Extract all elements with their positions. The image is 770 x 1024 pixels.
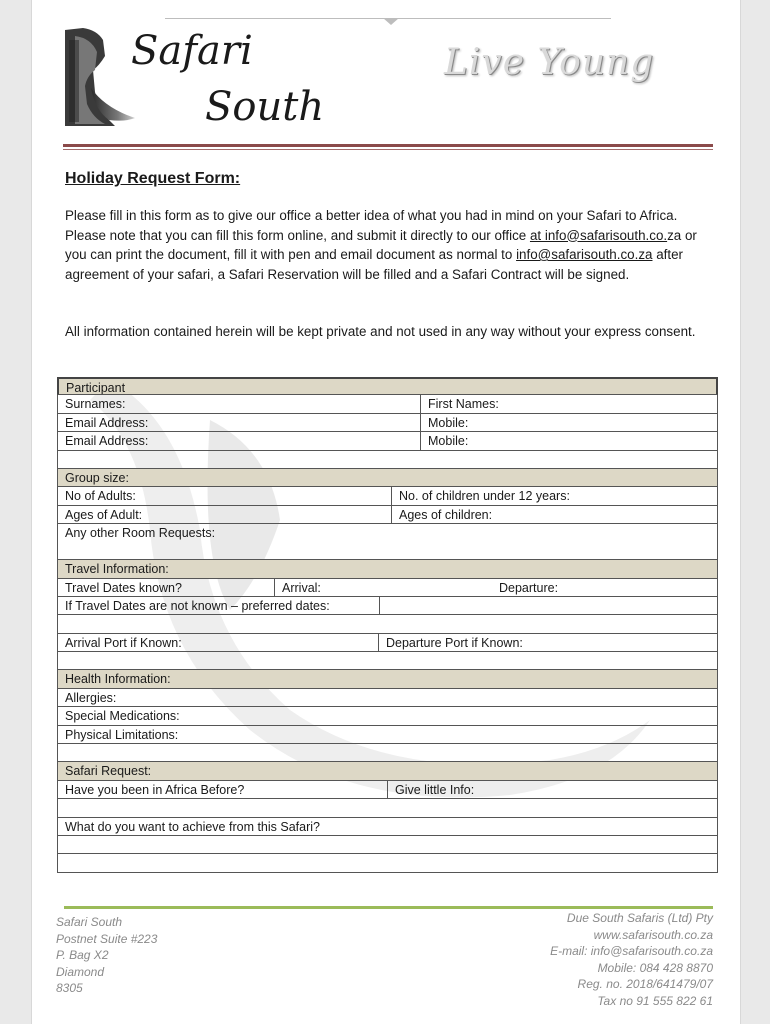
email-address-field-2[interactable]: Email Address: — [65, 434, 149, 449]
physical-limitations-field[interactable]: Physical Limitations: — [65, 727, 179, 742]
section-group-size — [57, 469, 718, 487]
form-title: Holiday Request Form: — [65, 170, 241, 187]
travel-dates-known-field[interactable]: Travel Dates known? — [65, 580, 182, 595]
header-rule-thin — [63, 149, 713, 150]
footer-company-details — [550, 910, 713, 1009]
intro-text-c: after agreement of your safari, a Safari Reservation will be filled and a Safari Contract will be signed. — [65, 247, 683, 282]
form-row — [57, 487, 718, 505]
footer-line: E-mail: info@safarisouth.co.za — [550, 944, 713, 958]
departure-field[interactable]: Departure: — [499, 580, 559, 595]
footer-line: Reg. no. 2018/641479/07 — [577, 977, 713, 991]
blank-row — [57, 652, 718, 670]
email-link-2[interactable]: info@safarisouth.co.za — [516, 247, 653, 262]
footer-line: Postnet Suite #223 — [56, 931, 158, 946]
email-address-field-1[interactable]: Email Address: — [65, 415, 149, 430]
give-little-info-field[interactable]: Give little Info: — [387, 781, 717, 798]
safari-goals-field[interactable] — [57, 836, 718, 854]
surnames-field[interactable]: Surnames: — [65, 397, 126, 412]
special-medications-field[interactable]: Special Medications: — [65, 709, 180, 724]
adults-field[interactable]: No of Adults: — [65, 489, 136, 504]
form-row — [57, 818, 718, 836]
footer-line: www.safarisouth.co.za — [593, 927, 713, 942]
footer-address — [56, 914, 157, 997]
allergies-field[interactable]: Allergies: — [65, 690, 117, 705]
intro-text-b: za or you can print the document, fill it with pen and email document as normal to — [65, 227, 697, 262]
section-label: Group size: — [65, 470, 129, 485]
form-row — [57, 781, 718, 799]
section-label: Health Information: — [65, 672, 171, 687]
form-row — [57, 524, 718, 560]
form-row — [57, 726, 718, 744]
header-rule — [63, 144, 713, 147]
first-names-field[interactable]: First Names: — [420, 395, 717, 412]
form-row — [57, 689, 718, 707]
blank-row — [57, 451, 718, 469]
footer-line: Safari South — [56, 915, 123, 929]
blank-row — [57, 615, 718, 633]
blank-row — [57, 799, 718, 817]
form-row — [57, 597, 718, 615]
form-row — [57, 395, 718, 413]
footer-line: P. Bag X2 — [56, 948, 109, 962]
footer-line: 8305 — [56, 981, 83, 995]
mobile-field-1[interactable]: Mobile: — [420, 414, 717, 431]
been-to-africa-field[interactable]: Have you been in Africa Before? — [65, 782, 245, 797]
intro-paragraph — [65, 206, 705, 284]
form-row — [57, 414, 718, 432]
section-label: Safari Request: — [65, 764, 152, 779]
form-row — [57, 432, 718, 450]
form-row — [57, 579, 718, 597]
section-safari-request — [57, 762, 718, 780]
request-form-table — [57, 377, 718, 873]
ages-adult-field[interactable]: Ages of Adult: — [65, 507, 143, 522]
room-requests-field[interactable]: Any other Room Requests: — [65, 526, 216, 541]
preferred-dates-label: If Travel Dates are not known – preferred dates: — [65, 598, 330, 613]
form-row — [57, 707, 718, 725]
section-label: Participant — [66, 381, 126, 395]
footer-line: Tax no 91 555 822 61 — [597, 993, 713, 1008]
children-field[interactable]: No. of children under 12 years: — [391, 487, 717, 504]
footer-line: Diamond — [56, 964, 105, 979]
footer-line: Mobile: 084 428 8870 — [597, 960, 713, 975]
ages-children-field[interactable]: Ages of children: — [391, 506, 717, 523]
section-health-information — [57, 670, 718, 688]
arrival-port-field[interactable]: Arrival Port if Known: — [65, 635, 182, 650]
arrival-field[interactable]: Arrival: — [274, 579, 492, 596]
intro-text-a: Please fill in this form as to give our office a better idea of what you had in mind on your Safari to Africa. Please note that you can fill this form online, and submit it directly to our office — [65, 208, 678, 243]
preferred-dates-field[interactable] — [379, 597, 717, 614]
form-row — [57, 506, 718, 524]
mobile-field-2[interactable]: Mobile: — [420, 432, 717, 449]
form-row — [57, 634, 718, 652]
logo-text-south: South — [205, 84, 325, 130]
footer-line: Due South Safaris (Ltd) Pty — [566, 911, 713, 925]
blank-row — [57, 744, 718, 762]
footer-rule — [64, 906, 713, 909]
safari-goals-label: What do you want to achieve from this Safari? — [65, 819, 320, 834]
logo-text-safari: Safari — [131, 28, 253, 74]
top-divider-notch — [383, 18, 399, 25]
departure-port-field[interactable]: Departure Port if Known: — [378, 634, 717, 651]
safari-south-logo — [65, 26, 325, 132]
privacy-paragraph: All information contained herein will be kept private and not used in any way without your express consent. — [65, 324, 696, 339]
safari-goals-field[interactable] — [57, 854, 718, 872]
section-travel-information — [57, 560, 718, 578]
document-page — [31, 0, 741, 1024]
slogan-text: Live Young — [444, 42, 655, 83]
section-label: Travel Information: — [65, 562, 169, 577]
email-link-1[interactable]: at info@safarisouth.co. — [529, 227, 668, 243]
section-participant — [57, 377, 718, 395]
